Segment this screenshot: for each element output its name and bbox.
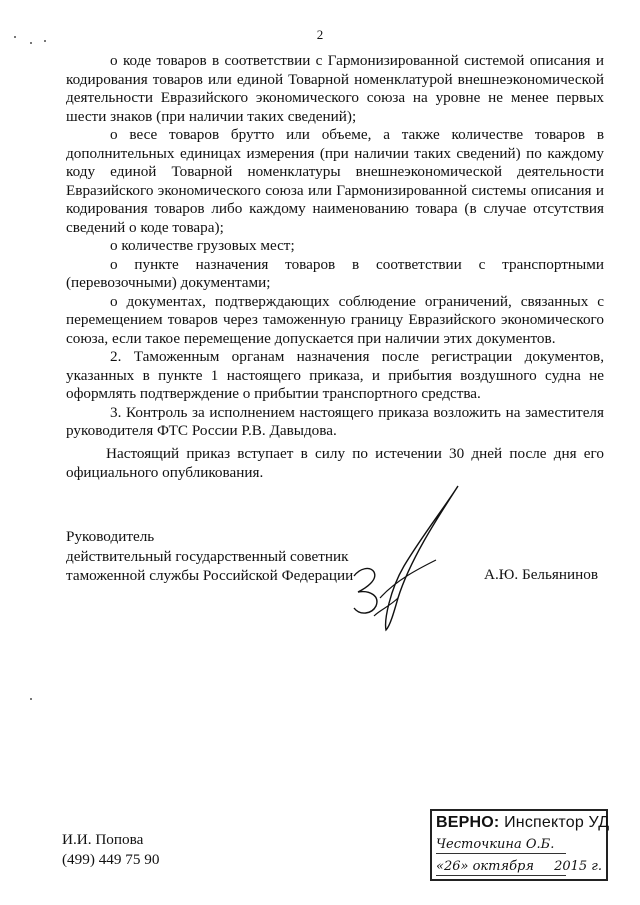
order-body: [66, 52, 604, 441]
executor-name: И.И. Попова: [62, 831, 144, 848]
paragraph-item-2: 2. Таможенным органам назначения после регистрации документов, указанных в пункте 1 настоящего приказа, и прибытия воздушного судна не оформлять подтверждение о прибытии транспортного средства.: [66, 348, 604, 402]
page-number: 2: [316, 27, 324, 42]
signatory-title-line: действительный государственный советник: [66, 547, 349, 565]
signatory-name: А.Ю. Бельянинов: [484, 566, 599, 583]
stamp-rule: [436, 875, 566, 876]
executor-phone: (499) 449 75 90: [62, 850, 160, 868]
paragraph-destination: о пункте назначения товаров в соответствии с транспортными (перевозочными) документами;: [66, 255, 604, 291]
verification-stamp: [430, 809, 608, 881]
paragraph-gross-weight: о весе товаров брутто или объеме, а также количестве товаров в дополнительных единицах измерения (при наличии таких сведений) по каждому коду единой Товарной номенклатуры внешнеэкономической деятельности Евразийского экономического союза или Гармонизированной системы описания и кодирования товаров либо каждому наименованию товара (в случае отсутствия сведений о коде товара);: [66, 126, 604, 236]
paragraph-documents: о документах, подтверждающих соблюдение ограничений, связанных с перемещением товаров через таможенную границу Евразийского экономического союза, если такое перемещение допускается при наличии этих документов.: [66, 292, 604, 347]
scan-speck: [30, 698, 32, 700]
paragraph-hs-code: о коде товаров в соответствии с Гармонизированной системой описания и кодирования товаров или единой Товарной номенклатурой внешнеэкономической деятельности Евразийского экономического союза на уровне не менее первых шести знаков (при наличии таких сведений);: [66, 52, 604, 125]
paragraph-item-3: 3. Контроль за исполнением настоящего приказа возложить на заместителя руководителя ФТС России Р.В. Давыдова.: [66, 403, 604, 439]
stamp-position: Инспектор УД: [504, 814, 610, 831]
stamp-rule: [436, 853, 566, 854]
paragraph-cargo-places: о количестве грузовых мест;: [110, 237, 295, 254]
signatory-title-line: таможенной службы Российской Федерации: [66, 567, 354, 584]
handwritten-signature: [340, 480, 480, 640]
stamp-header: [436, 814, 609, 832]
enactment-paragraph: Настоящий приказ вступает в силу по истечении 30 дней после дня его официального опубликования.: [66, 445, 604, 481]
stamp-year: 2015 г.: [554, 859, 602, 874]
signatory-title-line: Руководитель: [66, 528, 155, 545]
executor-block: [62, 830, 159, 869]
stamp-handwritten-date: «26» октября: [436, 859, 534, 874]
stamp-verified-label: ВЕРНО:: [436, 814, 500, 831]
stamp-handwritten-name: Честочкина О.Б.: [436, 837, 555, 852]
signatory-title: [66, 527, 353, 586]
